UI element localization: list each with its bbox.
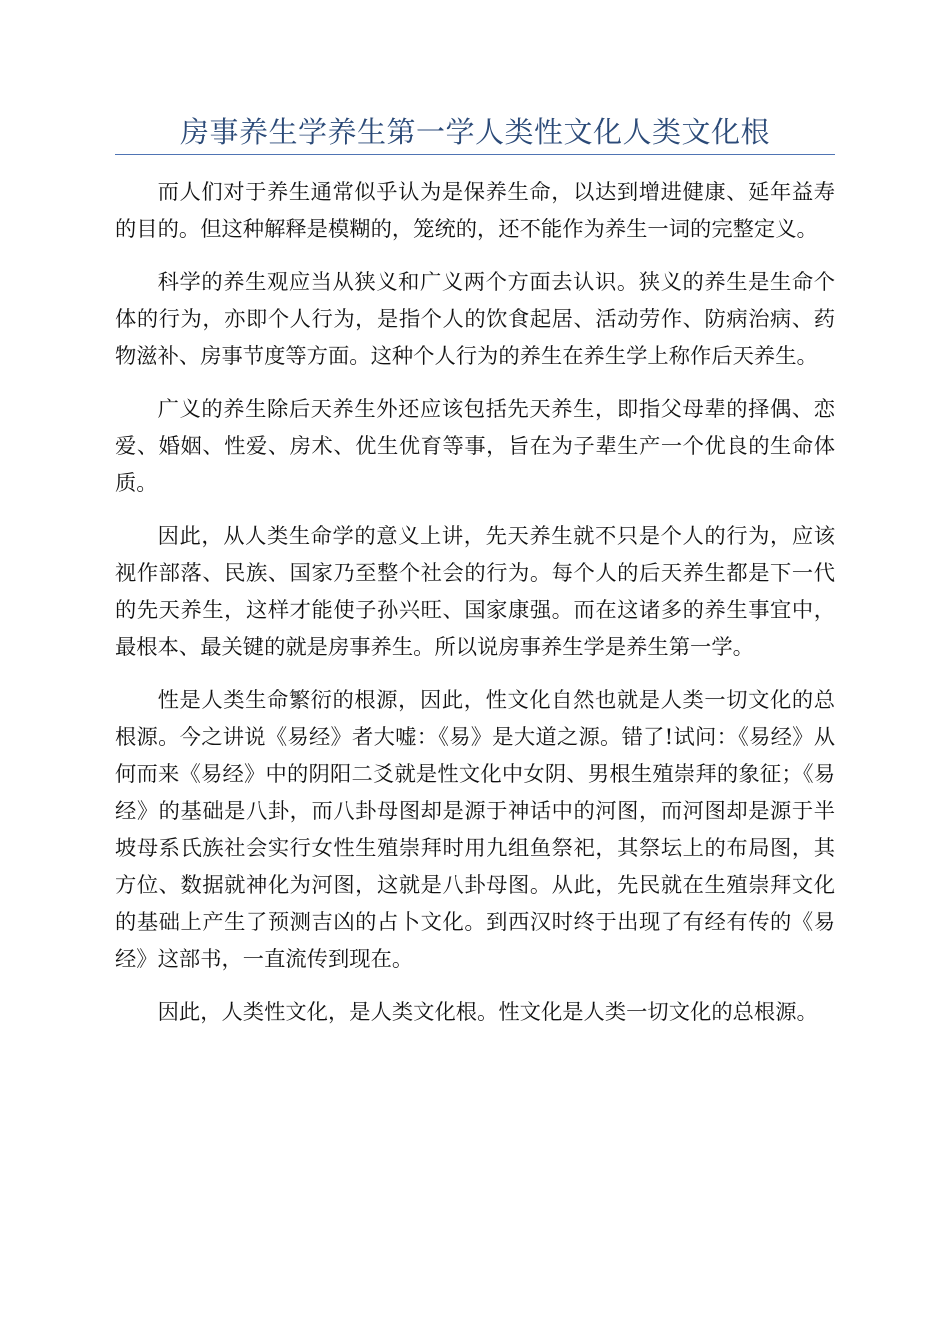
document-title: 房事养生学养生第一学人类性文化人类文化根 xyxy=(179,115,770,149)
paragraph: 科学的养生观应当从狭义和广义两个方面去认识。狭义的养生是生命个体的行为，亦即个人行为，是指个人的饮食起居、活动劳作、防病治病、药物滋补、房事节度等方面。这种个人行为的养生在养生学上称作后天养生。 xyxy=(115,270,835,369)
paragraph: 而人们对于养生通常似乎认为是保养生命，以达到增进健康、延年益寿的目的。但这种解释是模糊的，笼统的，还不能作为养生一词的完整定义。 xyxy=(115,180,835,242)
paragraph: 因此，人类性文化，是人类文化根。性文化是人类一切文化的总根源。 xyxy=(157,1000,818,1025)
title-underline xyxy=(115,154,835,155)
paragraph: 广义的养生除后天养生外还应该包括先天养生，即指父母辈的择偶、恋爱、婚姻、性爱、房术、优生优育等事，旨在为子辈生产一个优良的生命体质。 xyxy=(115,397,835,496)
paragraph: 因此，从人类生命学的意义上讲，先天养生就不只是个人的行为，应该视作部落、民族、国家乃至整个社会的行为。每个人的后天养生都是下一代的先天养生，这样才能使子孙兴旺、国家康强。而在这诸多的养生事宜中，最根本、最关键的就是房事养生。所以说房事养生学是养生第一学。 xyxy=(115,524,835,660)
paragraph: 性是人类生命繁衍的根源，因此，性文化自然也就是人类一切文化的总根源。今之讲说《易经》者大嘘：《易》是大道之源。错了!试问：《易经》从何而来《易经》中的阴阳二爻就是性文化中女阴、男根生殖崇拜的象征；《易经》的基础是八卦，而八卦母图却是源于神话中的河图，而河图却是源于半坡母系氏族社会实行女性生殖崇拜时用九组鱼祭祀，其祭坛上的布局图，其方位、数据就神化为河图，这就是八卦母图。从此，先民就在生殖崇拜文化的基础上产生了预测吉凶的占卜文化。到西汉时终于出现了有经有传的《易经》这部书，一直流传到现在。 xyxy=(115,688,835,972)
document-body xyxy=(115,174,835,1047)
